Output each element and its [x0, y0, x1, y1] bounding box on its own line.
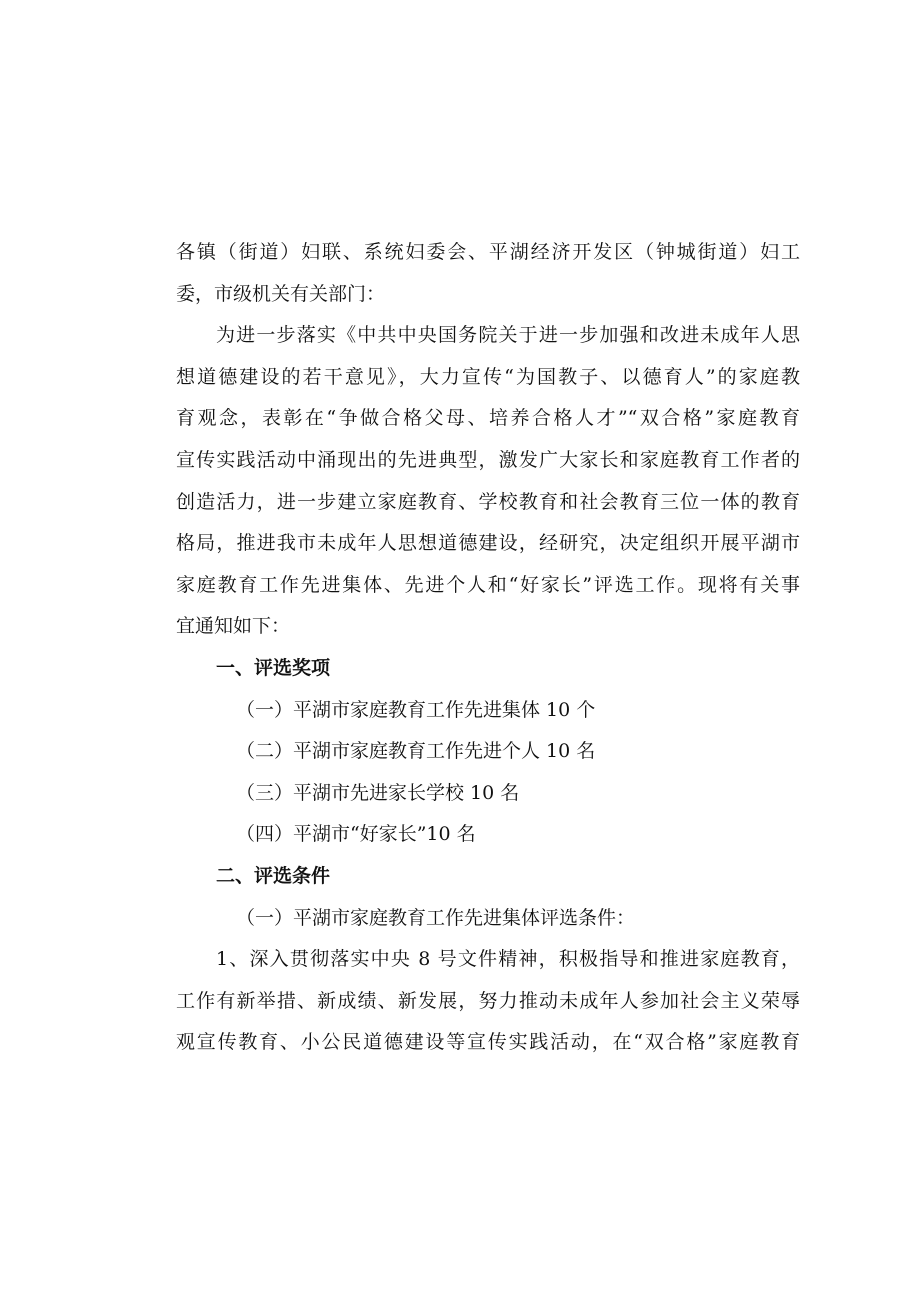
list-item: （一）平湖市家庭教育工作先进集体评选条件：	[236, 906, 636, 929]
text-line: 工作有新举措、新成绩、新发展，努力推动未成年人参加社会主义荣辱	[176, 989, 800, 1012]
paragraph-start: 为进一步落实《中共中央国务院关于进一步加强和改进未成年人思	[216, 324, 800, 347]
text-line: 委，市级机关有关部门：	[176, 282, 386, 305]
text-line: 创造活力，进一步建立家庭教育、学校教育和社会教育三位一体的教育	[176, 490, 800, 513]
list-item: （三）平湖市先进家长学校 10 名	[236, 781, 520, 804]
document-body	[176, 232, 800, 1064]
text-line: 宣传实践活动中涌现出的先进典型，激发广大家长和家庭教育工作者的	[176, 448, 800, 471]
text-line: 家庭教育工作先进集体、先进个人和“好家长”评选工作。现将有关事	[176, 573, 800, 596]
paragraph-start: 1、深入贯彻落实中央 8 号文件精神，积极指导和推进家庭教育，	[216, 948, 800, 971]
text-line: 育观念，表彰在“争做合格父母、培养合格人才”“双合格”家庭教育	[176, 407, 800, 430]
text-line: 宜通知如下：	[176, 615, 291, 638]
text-line: 想道德建设的若干意见》，大力宣传“为国教子、以德育人”的家庭教	[176, 365, 800, 388]
section-heading: 二、评选条件	[216, 864, 331, 887]
text-line: 格局，推进我市未成年人思想道德建设，经研究，决定组织开展平湖市	[176, 532, 800, 555]
list-item: （一）平湖市家庭教育工作先进集体 10 个	[236, 698, 596, 721]
section-heading: 一、评选奖项	[216, 656, 331, 679]
list-item: （二）平湖市家庭教育工作先进个人 10 名	[236, 740, 596, 763]
text-line: 各镇（街道）妇联、系统妇委会、平湖经济开发区（钟城街道）妇工	[176, 241, 800, 263]
list-item: （四）平湖市“好家长”10 名	[236, 823, 476, 846]
text-line: 观宣传教育、小公民道德建设等宣传实践活动，在“双合格”家庭教育	[176, 1031, 800, 1054]
